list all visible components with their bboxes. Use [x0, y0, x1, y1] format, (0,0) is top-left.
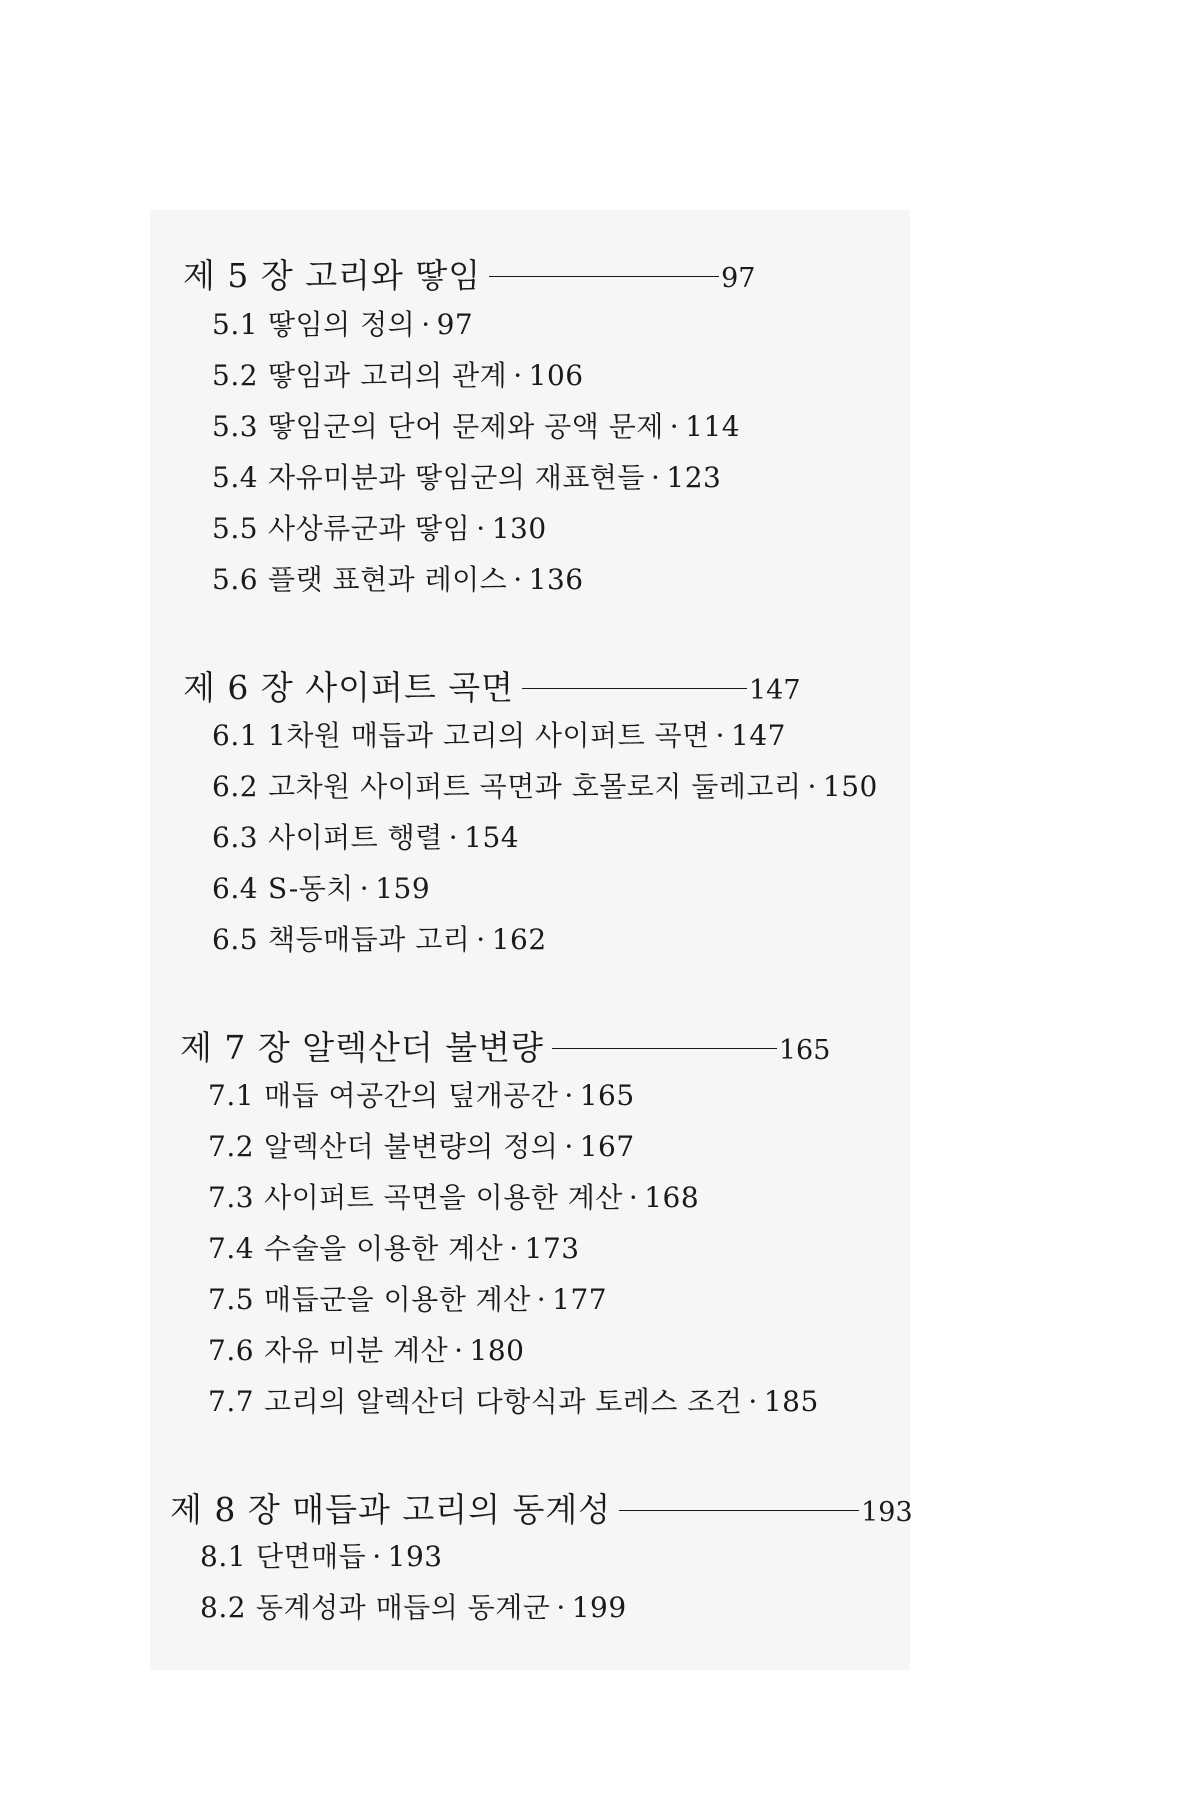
chapter-heading[interactable] — [170, 1484, 913, 1531]
section-page: 167 — [579, 1130, 635, 1163]
separator-dot: · — [564, 1079, 574, 1112]
chapter-heading[interactable] — [180, 1022, 830, 1069]
separator-dot: · — [628, 1181, 639, 1214]
separator-dot: · — [669, 410, 680, 443]
section-page: 177 — [552, 1283, 608, 1316]
separator-dot: · — [807, 770, 817, 803]
separator-dot: · — [748, 1385, 758, 1418]
section-number: 7.2 — [208, 1130, 255, 1163]
section-number: 7.6 — [208, 1334, 255, 1367]
section-entry[interactable] — [212, 816, 519, 856]
section-number: 6.5 — [212, 923, 259, 956]
section-title: 매듭군을 이용한 계산 — [264, 1283, 531, 1316]
section-title: 단면매듭 — [256, 1540, 367, 1573]
separator-dot: · — [421, 308, 431, 341]
section-entry[interactable] — [212, 714, 786, 754]
section-number: 5.3 — [212, 410, 259, 443]
section-entry[interactable] — [208, 1278, 607, 1318]
section-title: 자유미분과 땋임군의 재표현들 — [268, 461, 645, 494]
separator-dot: · — [476, 923, 486, 956]
section-entry[interactable] — [208, 1329, 524, 1369]
section-entry[interactable] — [212, 456, 721, 496]
section-page: 150 — [822, 770, 878, 803]
section-title: 자유 미분 계산 — [264, 1334, 449, 1367]
separator-dot: · — [509, 1232, 519, 1265]
separator-dot: · — [513, 359, 523, 392]
section-title: 고차원 사이퍼트 곡면과 호몰로지 둘레고리 — [268, 770, 802, 803]
section-title: 1차원 매듭과 고리의 사이퍼트 곡면 — [268, 719, 710, 752]
separator-dot: · — [448, 821, 459, 854]
section-page: 97 — [436, 308, 474, 341]
separator-dot: · — [454, 1334, 464, 1367]
separator-dot: · — [564, 1130, 574, 1163]
chapter-page: 165 — [778, 1035, 831, 1066]
section-number: 6.2 — [212, 770, 259, 803]
section-title: S-동치 — [268, 872, 354, 905]
section-number: 5.4 — [212, 461, 259, 494]
section-number: 6.4 — [212, 872, 259, 905]
section-page: 199 — [571, 1591, 627, 1624]
chapter-title: 제 6 장 사이퍼트 곡면 — [183, 668, 514, 707]
chapter-title: 제 7 장 알렉산더 불변량 — [180, 1028, 544, 1067]
separator-dot: · — [476, 512, 486, 545]
section-title: 알렉산더 불변량의 정의 — [264, 1130, 559, 1163]
section-entry[interactable] — [200, 1535, 443, 1575]
section-entry[interactable] — [208, 1227, 580, 1267]
section-number: 5.1 — [212, 308, 259, 341]
section-number: 5.6 — [212, 563, 259, 596]
section-page: 185 — [763, 1385, 819, 1418]
separator-dot: · — [513, 563, 523, 596]
section-page: 168 — [644, 1181, 700, 1214]
leader-line — [619, 1510, 859, 1511]
section-title: 땋임과 고리의 관계 — [268, 359, 508, 392]
section-title: 플랫 표현과 레이스 — [268, 563, 508, 596]
section-title: 사상류군과 땋임 — [268, 512, 471, 545]
section-title: 사이퍼트 행렬 — [268, 821, 443, 854]
section-entry[interactable] — [200, 1586, 627, 1626]
separator-dot: · — [536, 1283, 547, 1316]
section-page: 123 — [666, 461, 722, 494]
chapter-title: 제 5 장 고리와 땋임 — [183, 256, 482, 295]
chapter-heading[interactable] — [183, 250, 755, 297]
section-number: 7.1 — [208, 1079, 255, 1112]
separator-dot: · — [650, 461, 661, 494]
section-page: 173 — [524, 1232, 580, 1265]
section-number: 7.3 — [208, 1181, 255, 1214]
section-page: 130 — [491, 512, 547, 545]
section-page: 162 — [491, 923, 547, 956]
section-number: 7.4 — [208, 1232, 255, 1265]
leader-line — [522, 688, 747, 689]
section-title: 사이퍼트 곡면을 이용한 계산 — [264, 1181, 623, 1214]
separator-dot: · — [359, 872, 370, 905]
chapter-page: 97 — [721, 263, 756, 294]
section-page: 180 — [469, 1334, 525, 1367]
section-entry[interactable] — [212, 507, 547, 547]
section-entry[interactable] — [212, 558, 584, 598]
section-page: 165 — [579, 1079, 635, 1112]
chapter-heading[interactable] — [183, 662, 801, 709]
section-page: 147 — [731, 719, 786, 752]
section-title: 수술을 이용한 계산 — [264, 1232, 504, 1265]
leader-line — [552, 1048, 777, 1049]
section-entry[interactable] — [208, 1125, 635, 1165]
chapter-page: 147 — [748, 675, 801, 706]
section-number: 6.3 — [212, 821, 259, 854]
section-entry[interactable] — [208, 1176, 699, 1216]
separator-dot: · — [556, 1591, 566, 1624]
separator-dot: · — [715, 719, 726, 752]
section-page: 193 — [387, 1540, 443, 1573]
section-entry[interactable] — [212, 867, 430, 907]
section-title: 매듭 여공간의 덮개공간 — [264, 1079, 559, 1112]
section-title: 동계성과 매듭의 동계군 — [256, 1591, 551, 1624]
section-number: 5.5 — [212, 512, 259, 545]
section-title: 고리의 알렉산더 다항식과 토레스 조건 — [264, 1385, 743, 1418]
separator-dot: · — [372, 1540, 382, 1573]
section-entry[interactable] — [212, 405, 740, 445]
chapter-page: 193 — [861, 1497, 913, 1528]
section-number: 5.2 — [212, 359, 259, 392]
section-page: 154 — [464, 821, 520, 854]
section-page: 136 — [528, 563, 584, 596]
section-number: 7.7 — [208, 1385, 255, 1418]
section-number: 7.5 — [208, 1283, 255, 1316]
section-title: 땋임의 정의 — [268, 308, 416, 341]
chapter-title: 제 8 장 매듭과 고리의 동계성 — [170, 1490, 612, 1529]
section-title: 책등매듭과 고리 — [268, 923, 471, 956]
section-page: 106 — [528, 359, 584, 392]
section-entry[interactable] — [212, 354, 584, 394]
section-number: 8.2 — [200, 1591, 247, 1624]
section-entry[interactable] — [212, 765, 878, 805]
section-title: 땋임군의 단어 문제와 공액 문제 — [268, 410, 664, 443]
section-number: 6.1 — [212, 719, 259, 752]
section-page: 159 — [375, 872, 431, 905]
section-entry[interactable] — [212, 918, 547, 958]
section-entry[interactable] — [208, 1074, 635, 1114]
section-entry[interactable] — [208, 1380, 819, 1420]
leader-line — [489, 276, 719, 277]
section-entry[interactable] — [212, 303, 473, 343]
section-page: 114 — [685, 410, 741, 443]
section-number: 8.1 — [200, 1540, 247, 1573]
